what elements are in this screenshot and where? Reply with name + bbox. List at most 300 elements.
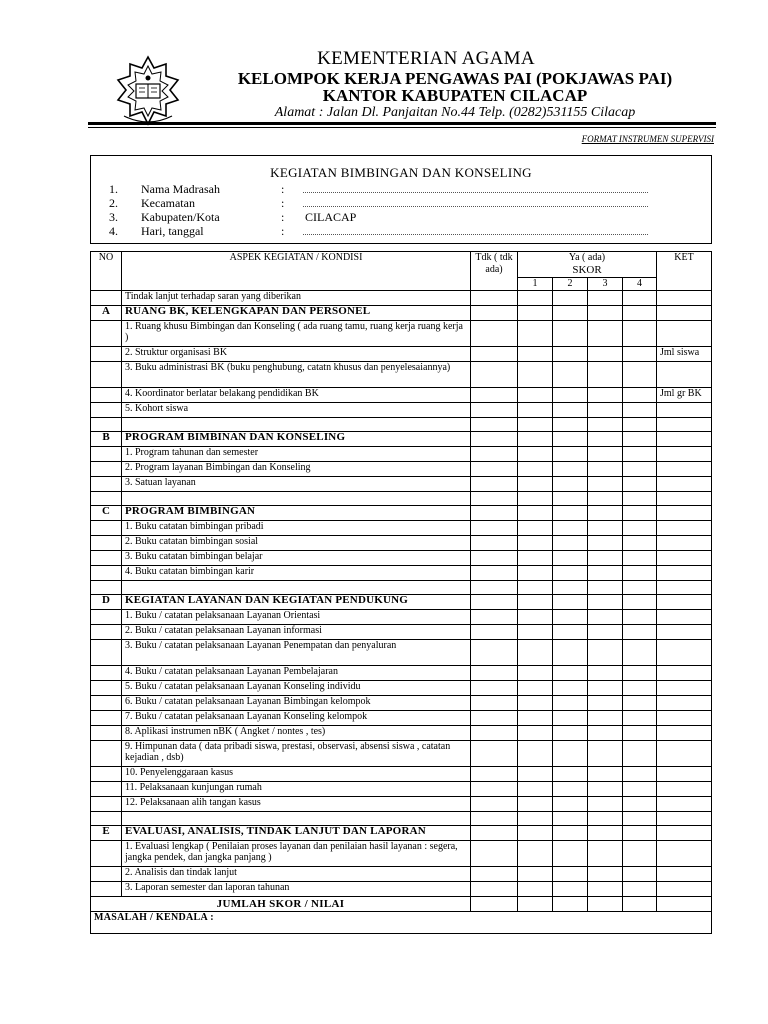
score-cell-1[interactable]: [518, 581, 553, 595]
score-cell-4[interactable]: [623, 291, 657, 306]
score-cell-2[interactable]: [553, 826, 588, 841]
score-cell-4[interactable]: [623, 625, 657, 640]
score-cell-2[interactable]: [553, 418, 588, 432]
score-cell-3[interactable]: [588, 595, 623, 610]
score-cell-3[interactable]: [588, 403, 623, 418]
score-cell-4[interactable]: [623, 696, 657, 711]
score-cell-3[interactable]: [588, 767, 623, 782]
aspect-cell: 8. Aplikasi instrumen nBK ( Angket / nontes , tes): [122, 726, 471, 741]
ket-cell[interactable]: [657, 595, 712, 610]
score-cell-3[interactable]: [588, 462, 623, 477]
score-cell-3[interactable]: [588, 321, 623, 347]
section-row: [91, 306, 712, 321]
table-row: [91, 477, 712, 492]
ket-cell[interactable]: [657, 403, 712, 418]
field-value-line[interactable]: [303, 196, 648, 207]
tdk-cell[interactable]: [471, 362, 518, 388]
score-cell-4[interactable]: [623, 882, 657, 897]
tdk-cell[interactable]: [471, 711, 518, 726]
tdk-cell[interactable]: [471, 625, 518, 640]
score-cell-4[interactable]: [623, 595, 657, 610]
score-cell-2[interactable]: [553, 867, 588, 882]
score-cell-4[interactable]: [623, 782, 657, 797]
table-row: [91, 321, 712, 347]
ket-cell[interactable]: [657, 797, 712, 812]
no-cell: [91, 321, 122, 347]
score-cell-1[interactable]: [518, 306, 553, 321]
no-cell: [91, 291, 122, 306]
tdk-cell[interactable]: [471, 403, 518, 418]
score-cell-4[interactable]: [623, 477, 657, 492]
score-cell-1[interactable]: [518, 782, 553, 797]
score-cell-3[interactable]: [588, 640, 623, 666]
tdk-cell[interactable]: [471, 447, 518, 462]
score-cell-3[interactable]: [588, 521, 623, 536]
score-cell-1[interactable]: [518, 696, 553, 711]
score-cell-2[interactable]: [553, 666, 588, 681]
ket-cell[interactable]: [657, 521, 712, 536]
ket-cell[interactable]: [657, 432, 712, 447]
score-cell-2[interactable]: [553, 306, 588, 321]
aspect-cell: 1. Program tahunan dan semester: [122, 447, 471, 462]
total-score-cell-2[interactable]: [553, 897, 588, 912]
score-cell-3[interactable]: [588, 882, 623, 897]
score-cell-1[interactable]: [518, 767, 553, 782]
score-cell-4[interactable]: [623, 536, 657, 551]
tdk-cell[interactable]: [471, 418, 518, 432]
score-cell-1[interactable]: [518, 536, 553, 551]
ket-cell[interactable]: [657, 581, 712, 595]
score-cell-4[interactable]: [623, 447, 657, 462]
field-number: 3.: [109, 210, 118, 224]
score-cell-2[interactable]: [553, 492, 588, 506]
ket-cell[interactable]: [657, 782, 712, 797]
score-cell-2[interactable]: [553, 681, 588, 696]
tdk-cell[interactable]: [471, 640, 518, 666]
score-cell-2[interactable]: [553, 581, 588, 595]
no-cell: [91, 882, 122, 897]
tdk-cell[interactable]: [471, 681, 518, 696]
tdk-cell[interactable]: [471, 492, 518, 506]
score-cell-1[interactable]: [518, 812, 553, 826]
score-cell-3[interactable]: [588, 867, 623, 882]
tdk-cell[interactable]: [471, 566, 518, 581]
ket-cell[interactable]: [657, 462, 712, 477]
score-cell-1[interactable]: [518, 681, 553, 696]
supervision-table: [90, 251, 712, 934]
score-cell-2[interactable]: [553, 506, 588, 521]
score-cell-4[interactable]: [623, 551, 657, 566]
section-title: PROGRAM BIMBINGAN: [122, 506, 471, 521]
aspect-cell: [122, 492, 471, 506]
ket-cell[interactable]: [657, 321, 712, 347]
score-cell-3[interactable]: [588, 826, 623, 841]
score-cell-3[interactable]: [588, 432, 623, 447]
score-cell-2[interactable]: [553, 447, 588, 462]
ket-cell[interactable]: [657, 566, 712, 581]
score-cell-3[interactable]: [588, 506, 623, 521]
score-cell-4[interactable]: [623, 432, 657, 447]
total-ket-cell[interactable]: [657, 897, 712, 912]
score-cell-4[interactable]: [623, 306, 657, 321]
total-score-cell-4[interactable]: [623, 897, 657, 912]
score-cell-3[interactable]: [588, 388, 623, 403]
tdk-cell[interactable]: [471, 610, 518, 625]
score-cell-4[interactable]: [623, 797, 657, 812]
score-cell-2[interactable]: [553, 696, 588, 711]
score-cell-4[interactable]: [623, 681, 657, 696]
section-row: [91, 432, 712, 447]
score-cell-3[interactable]: [588, 492, 623, 506]
score-cell-4[interactable]: [623, 726, 657, 741]
ket-cell[interactable]: [657, 418, 712, 432]
score-cell-1[interactable]: [518, 666, 553, 681]
tdk-cell[interactable]: [471, 826, 518, 841]
score-cell-1[interactable]: [518, 797, 553, 812]
score-cell-2[interactable]: [553, 477, 588, 492]
table-row: [91, 291, 712, 306]
table-row: [91, 462, 712, 477]
score-cell-3[interactable]: [588, 841, 623, 867]
tdk-cell[interactable]: [471, 882, 518, 897]
score-cell-4[interactable]: [623, 321, 657, 347]
score-cell-1[interactable]: [518, 867, 553, 882]
ket-cell[interactable]: [657, 696, 712, 711]
score-cell-4[interactable]: [623, 841, 657, 867]
table-row: [91, 867, 712, 882]
masalah-label[interactable]: MASALAH / KENDALA :: [91, 912, 712, 934]
field-value-line[interactable]: [303, 182, 648, 193]
tdk-cell[interactable]: [471, 666, 518, 681]
tdk-cell[interactable]: [471, 347, 518, 362]
score-cell-4[interactable]: [623, 566, 657, 581]
score-cell-2[interactable]: [553, 812, 588, 826]
table-row: [91, 388, 712, 403]
score-cell-1[interactable]: [518, 726, 553, 741]
score-cell-4[interactable]: [623, 362, 657, 388]
tdk-cell[interactable]: [471, 536, 518, 551]
table-row: [91, 696, 712, 711]
no-cell: [91, 551, 122, 566]
ket-cell[interactable]: [657, 882, 712, 897]
score-cell-3[interactable]: [588, 477, 623, 492]
no-cell: [91, 681, 122, 696]
letterhead: [0, 0, 768, 130]
score-cell-3[interactable]: [588, 696, 623, 711]
ket-cell[interactable]: [657, 492, 712, 506]
score-cell-3[interactable]: [588, 782, 623, 797]
score-cell-1[interactable]: [518, 447, 553, 462]
score-cell-3[interactable]: [588, 625, 623, 640]
aspect-cell: Tindak lanjut terhadap saran yang diberikan: [122, 291, 471, 306]
score-cell-4[interactable]: [623, 581, 657, 595]
score-cell-2[interactable]: [553, 347, 588, 362]
tdk-cell[interactable]: [471, 321, 518, 347]
aspect-cell: [122, 418, 471, 432]
tdk-cell[interactable]: [471, 432, 518, 447]
score-cell-1[interactable]: [518, 477, 553, 492]
ket-cell[interactable]: [657, 536, 712, 551]
spacer-row: [91, 492, 712, 506]
ket-cell[interactable]: Jml siswa: [657, 347, 712, 362]
col-header-ket: KET: [657, 252, 712, 291]
score-cell-3[interactable]: [588, 812, 623, 826]
score-cell-4[interactable]: [623, 610, 657, 625]
ket-cell[interactable]: [657, 551, 712, 566]
ket-cell[interactable]: [657, 666, 712, 681]
score-cell-4[interactable]: [623, 347, 657, 362]
aspect-cell: 4. Buku catatan bimbingan karir: [122, 566, 471, 581]
score-cell-1[interactable]: [518, 595, 553, 610]
tdk-cell[interactable]: [471, 388, 518, 403]
score-cell-3[interactable]: [588, 581, 623, 595]
score-cell-4[interactable]: [623, 418, 657, 432]
masalah-row: [91, 912, 712, 934]
score-cell-1[interactable]: [518, 492, 553, 506]
no-cell: [91, 521, 122, 536]
score-cell-1[interactable]: [518, 882, 553, 897]
tdk-cell[interactable]: [471, 521, 518, 536]
total-score-cell-3[interactable]: [588, 897, 623, 912]
score-cell-3[interactable]: [588, 306, 623, 321]
score-cell-3[interactable]: [588, 566, 623, 581]
no-cell: [91, 867, 122, 882]
aspect-cell: 5. Kohort siswa: [122, 403, 471, 418]
ket-cell[interactable]: [657, 625, 712, 640]
score-cell-4[interactable]: [623, 403, 657, 418]
ket-cell[interactable]: [657, 841, 712, 867]
score-cell-3[interactable]: [588, 797, 623, 812]
score-cell-4[interactable]: [623, 741, 657, 767]
table-row: [91, 666, 712, 681]
field-label: Kecamatan: [141, 196, 195, 210]
score-cell-1[interactable]: [518, 625, 553, 640]
no-cell: [91, 782, 122, 797]
score-cell-2[interactable]: [553, 726, 588, 741]
score-cell-3[interactable]: [588, 551, 623, 566]
total-label: JUMLAH SKOR / NILAI: [91, 897, 471, 912]
score-cell-2[interactable]: [553, 741, 588, 767]
score-header-3: 3: [588, 278, 623, 291]
spacer-row: [91, 812, 712, 826]
ket-cell[interactable]: [657, 291, 712, 306]
tdk-cell[interactable]: [471, 696, 518, 711]
score-cell-1[interactable]: [518, 291, 553, 306]
score-cell-4[interactable]: [623, 826, 657, 841]
score-cell-1[interactable]: [518, 551, 553, 566]
score-cell-2[interactable]: [553, 640, 588, 666]
aspect-cell: 1. Buku / catatan pelaksanaan Layanan Orientasi: [122, 610, 471, 625]
score-cell-4[interactable]: [623, 812, 657, 826]
tdk-cell[interactable]: [471, 291, 518, 306]
ket-cell[interactable]: Jml gr BK: [657, 388, 712, 403]
ket-cell[interactable]: [657, 306, 712, 321]
field-colon: :: [281, 210, 285, 224]
score-cell-2[interactable]: [553, 291, 588, 306]
score-cell-4[interactable]: [623, 492, 657, 506]
ket-cell[interactable]: [657, 362, 712, 388]
ket-cell[interactable]: [657, 767, 712, 782]
score-cell-1[interactable]: [518, 826, 553, 841]
section-title: PROGRAM BIMBINAN DAN KONSELING: [122, 432, 471, 447]
score-cell-3[interactable]: [588, 666, 623, 681]
field-value-line[interactable]: [303, 224, 648, 235]
score-cell-2[interactable]: [553, 432, 588, 447]
tdk-cell[interactable]: [471, 841, 518, 867]
score-cell-1[interactable]: [518, 521, 553, 536]
table-row: [91, 362, 712, 388]
ket-cell[interactable]: [657, 826, 712, 841]
tdk-cell[interactable]: [471, 726, 518, 741]
score-cell-2[interactable]: [553, 521, 588, 536]
score-cell-4[interactable]: [623, 462, 657, 477]
tdk-cell[interactable]: [471, 581, 518, 595]
score-cell-1[interactable]: [518, 432, 553, 447]
total-row: [91, 897, 712, 912]
score-cell-2[interactable]: [553, 403, 588, 418]
no-cell: [91, 492, 122, 506]
section-title: KEGIATAN LAYANAN DAN KEGIATAN PENDUKUNG: [122, 595, 471, 610]
score-cell-3[interactable]: [588, 741, 623, 767]
tdk-cell[interactable]: [471, 782, 518, 797]
field-number: 4.: [109, 224, 118, 238]
ket-cell[interactable]: [657, 681, 712, 696]
score-cell-2[interactable]: [553, 362, 588, 388]
table-row: [91, 741, 712, 767]
score-cell-1[interactable]: [518, 566, 553, 581]
no-cell: [91, 388, 122, 403]
working-group-name: KELOMPOK KERJA PENGAWAS PAI (POKJAWAS PAI): [237, 69, 673, 88]
score-cell-1[interactable]: [518, 640, 553, 666]
total-score-cell-1[interactable]: [518, 897, 553, 912]
score-cell-1[interactable]: [518, 403, 553, 418]
score-cell-1[interactable]: [518, 711, 553, 726]
score-cell-3[interactable]: [588, 711, 623, 726]
tdk-cell[interactable]: [471, 595, 518, 610]
score-cell-1[interactable]: [518, 841, 553, 867]
score-cell-2[interactable]: [553, 767, 588, 782]
tdk-cell[interactable]: [471, 812, 518, 826]
spacer-row: [91, 418, 712, 432]
aspect-cell: 7. Buku / catatan pelaksanaan Layanan Konseling kelompok: [122, 711, 471, 726]
score-cell-3[interactable]: [588, 347, 623, 362]
score-cell-3[interactable]: [588, 536, 623, 551]
aspect-cell: 3. Buku / catatan pelaksanaan Layanan Penempatan dan penyaluran: [122, 640, 471, 666]
format-label: FORMAT INSTRUMEN SUPERVISI: [581, 134, 714, 144]
section-row: [91, 595, 712, 610]
score-cell-2[interactable]: [553, 595, 588, 610]
ket-cell[interactable]: [657, 741, 712, 767]
ket-cell[interactable]: [657, 610, 712, 625]
section-row: [91, 826, 712, 841]
ket-cell[interactable]: [657, 477, 712, 492]
score-cell-3[interactable]: [588, 726, 623, 741]
score-cell-4[interactable]: [623, 666, 657, 681]
score-cell-4[interactable]: [623, 640, 657, 666]
score-cell-4[interactable]: [623, 867, 657, 882]
tdk-cell[interactable]: [471, 477, 518, 492]
score-cell-2[interactable]: [553, 711, 588, 726]
no-cell: [91, 403, 122, 418]
form-title: KEGIATAN BIMBINGAN DAN KONSELING: [270, 165, 532, 180]
score-cell-3[interactable]: [588, 447, 623, 462]
tdk-cell[interactable]: [471, 462, 518, 477]
aspect-cell: 10. Penyelenggaraan kasus: [122, 767, 471, 782]
score-cell-1[interactable]: [518, 418, 553, 432]
header-rule-thick: [88, 122, 716, 125]
total-tdk-cell[interactable]: [471, 897, 518, 912]
no-cell: [91, 362, 122, 388]
ket-cell[interactable]: [657, 726, 712, 741]
score-cell-1[interactable]: [518, 321, 553, 347]
score-cell-3[interactable]: [588, 610, 623, 625]
score-cell-1[interactable]: [518, 347, 553, 362]
ket-cell[interactable]: [657, 711, 712, 726]
ket-cell[interactable]: [657, 640, 712, 666]
ket-cell[interactable]: [657, 506, 712, 521]
tdk-cell[interactable]: [471, 551, 518, 566]
ket-cell[interactable]: [657, 867, 712, 882]
ket-cell[interactable]: [657, 812, 712, 826]
aspect-cell: 4. Buku / catatan pelaksanaan Layanan Pembelajaran: [122, 666, 471, 681]
no-cell: [91, 767, 122, 782]
score-cell-1[interactable]: [518, 362, 553, 388]
aspect-cell: 2. Buku / catatan pelaksanaan Layanan informasi: [122, 625, 471, 640]
tdk-cell[interactable]: [471, 741, 518, 767]
aspect-cell: 3. Satuan layanan: [122, 477, 471, 492]
tdk-cell[interactable]: [471, 506, 518, 521]
score-cell-2[interactable]: [553, 797, 588, 812]
score-cell-2[interactable]: [553, 782, 588, 797]
score-cell-1[interactable]: [518, 462, 553, 477]
score-cell-2[interactable]: [553, 536, 588, 551]
score-cell-2[interactable]: [553, 841, 588, 867]
ket-cell[interactable]: [657, 447, 712, 462]
score-cell-2[interactable]: [553, 388, 588, 403]
score-cell-1[interactable]: [518, 741, 553, 767]
score-cell-1[interactable]: [518, 506, 553, 521]
table-row: [91, 782, 712, 797]
score-cell-4[interactable]: [623, 506, 657, 521]
tdk-cell[interactable]: [471, 867, 518, 882]
score-cell-2[interactable]: [553, 610, 588, 625]
score-cell-4[interactable]: [623, 521, 657, 536]
score-cell-3[interactable]: [588, 418, 623, 432]
tdk-cell[interactable]: [471, 767, 518, 782]
no-cell: [91, 536, 122, 551]
tdk-cell[interactable]: [471, 797, 518, 812]
score-cell-3[interactable]: [588, 362, 623, 388]
office-name: KANTOR KABUPATEN CILACAP: [322, 86, 588, 105]
score-cell-2[interactable]: [553, 625, 588, 640]
score-cell-3[interactable]: [588, 681, 623, 696]
score-cell-2[interactable]: [553, 566, 588, 581]
table-row: [91, 551, 712, 566]
score-cell-2[interactable]: [553, 321, 588, 347]
tdk-cell[interactable]: [471, 306, 518, 321]
score-cell-4[interactable]: [623, 767, 657, 782]
score-cell-2[interactable]: [553, 551, 588, 566]
score-cell-4[interactable]: [623, 388, 657, 403]
score-cell-1[interactable]: [518, 610, 553, 625]
score-cell-2[interactable]: [553, 462, 588, 477]
score-cell-2[interactable]: [553, 882, 588, 897]
col-header-aspek: ASPEK KEGIATAN / KONDISI: [122, 252, 471, 291]
score-cell-4[interactable]: [623, 711, 657, 726]
score-cell-3[interactable]: [588, 291, 623, 306]
ya-label: Ya ( ada): [568, 252, 606, 263]
score-cell-1[interactable]: [518, 388, 553, 403]
